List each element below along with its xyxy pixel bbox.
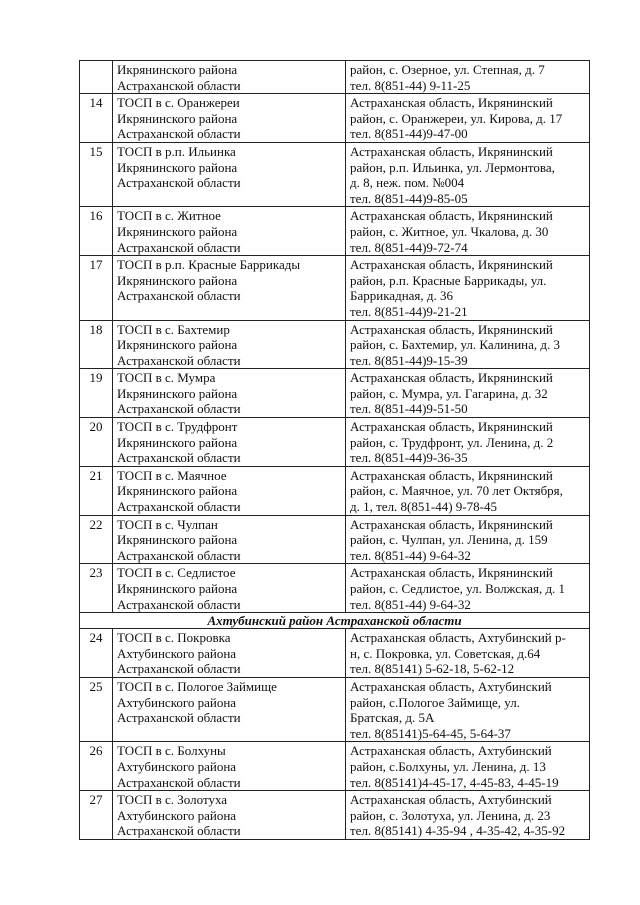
office-address: Астраханская область, Ахтубинский район, с.Пологое Займище, ул. Братская, д. 5А тел. 8(85141)5-64-45, 5-64-37	[346, 677, 590, 741]
office-address: Астраханская область, Икрянинский район, с. Мумра, ул. Гагарина, д. 32 тел. 8(851-44)9-51-50	[346, 369, 590, 418]
office-address: Астраханская область, Икрянинский район, р.п. Красные Баррикады, ул. Баррикадная, д. 36 тел. 8(851-44)9-21-21	[346, 256, 590, 320]
row-number: 15	[80, 142, 113, 206]
office-name: ТОСП в с. Житное Икрянинского района Астраханской области	[113, 207, 346, 256]
office-name: ТОСП в р.п. Красные Баррикады Икрянинского района Астраханской области	[113, 256, 346, 320]
office-address: Астраханская область, Икрянинский район, с. Житное, ул. Чкалова, д. 30 тел. 8(851-44)9-72-74	[346, 207, 590, 256]
office-address: Астраханская область, Икрянинский район, с. Маячное, ул. 70 лет Октября, д. 1, тел. 8(851-44) 9-78-45	[346, 466, 590, 515]
row-number: 17	[80, 256, 113, 320]
office-address: Астраханская область, Ахтубинский р- н, с. Покровка, ул. Советская, д.64 тел. 8(85141) 5-62-18, 5-62-12	[346, 629, 590, 678]
row-number: 21	[80, 466, 113, 515]
office-address: Астраханская область, Икрянинский район, с. Бахтемир, ул. Калинина, д. 3 тел. 8(851-44)9-15-39	[346, 320, 590, 369]
row-number: 27	[80, 791, 113, 840]
table-row	[80, 742, 590, 791]
office-name: ТОСП в с. Чулпан Икрянинского района Астраханской области	[113, 515, 346, 564]
table-row	[80, 466, 590, 515]
table-row	[80, 61, 590, 94]
section-title: Ахтубинский район Астраханской области	[80, 613, 590, 629]
office-address: Астраханская область, Икрянинский район, р.п. Ильинка, ул. Лермонтова, д. 8, неж. пом. №004 тел. 8(851-44)9-85-05	[346, 142, 590, 206]
office-name: ТОСП в с. Седлистое Икрянинского района Астраханской области	[113, 564, 346, 613]
row-number: 18	[80, 320, 113, 369]
offices-table	[79, 60, 590, 840]
office-address: Астраханская область, Икрянинский район, с. Оранжереи, ул. Кирова, д. 17 тел. 8(851-44)9-47-00	[346, 94, 590, 143]
table-row	[80, 369, 590, 418]
row-number: 19	[80, 369, 113, 418]
office-address: Астраханская область, Икрянинский район, с. Трудфронт, ул. Ленина, д. 2 тел. 8(851-44)9-36-35	[346, 418, 590, 467]
office-name: Икрянинского района Астраханской области	[113, 61, 346, 94]
office-address: Астраханская область, Икрянинский район, с. Седлистое, ул. Волжская, д. 1 тел. 8(851-44) 9-64-32	[346, 564, 590, 613]
row-number: 23	[80, 564, 113, 613]
row-number: 25	[80, 677, 113, 741]
office-name: ТОСП в с. Золотуха Ахтубинского района Астраханской области	[113, 791, 346, 840]
row-number	[80, 61, 113, 94]
office-name: ТОСП в с. Трудфронт Икрянинского района Астраханской области	[113, 418, 346, 467]
office-name: ТОСП в с. Маячное Икрянинского района Астраханской области	[113, 466, 346, 515]
row-number: 22	[80, 515, 113, 564]
table-row	[80, 94, 590, 143]
table-row	[80, 791, 590, 840]
office-name: ТОСП в р.п. Ильинка Икрянинского района Астраханской области	[113, 142, 346, 206]
section-header-row	[80, 613, 590, 629]
office-address: Астраханская область, Ахтубинский район, с. Золотуха, ул. Ленина, д. 23 тел. 8(85141) 4-35-94 , 4-35-42, 4-35-92	[346, 791, 590, 840]
table-row	[80, 207, 590, 256]
table-row	[80, 515, 590, 564]
table-row	[80, 677, 590, 741]
office-name: ТОСП в с. Бахтемир Икрянинского района Астраханской области	[113, 320, 346, 369]
office-name: ТОСП в с. Оранжереи Икрянинского района Астраханской области	[113, 94, 346, 143]
office-address: Астраханская область, Икрянинский район, с. Чулпан, ул. Ленина, д. 159 тел. 8(851-44) 9-64-32	[346, 515, 590, 564]
office-name: ТОСП в с. Пологое Займище Ахтубинского района Астраханской области	[113, 677, 346, 741]
row-number: 20	[80, 418, 113, 467]
table-row	[80, 418, 590, 467]
table-row	[80, 564, 590, 613]
office-address: Астраханская область, Ахтубинский район, с.Болхуны, ул. Ленина, д. 13 тел. 8(85141)4-45-17, 4-45-83, 4-45-19	[346, 742, 590, 791]
office-name: ТОСП в с. Болхуны Ахтубинского района Астраханской области	[113, 742, 346, 791]
table-row	[80, 320, 590, 369]
row-number: 14	[80, 94, 113, 143]
row-number: 26	[80, 742, 113, 791]
office-name: ТОСП в с. Мумра Икрянинского района Астраханской области	[113, 369, 346, 418]
row-number: 24	[80, 629, 113, 678]
table-row	[80, 256, 590, 320]
table-row	[80, 142, 590, 206]
office-name: ТОСП в с. Покровка Ахтубинского района Астраханской области	[113, 629, 346, 678]
row-number: 16	[80, 207, 113, 256]
table-row	[80, 629, 590, 678]
office-address: район, с. Озерное, ул. Степная, д. 7 тел. 8(851-44) 9-11-25	[346, 61, 590, 94]
